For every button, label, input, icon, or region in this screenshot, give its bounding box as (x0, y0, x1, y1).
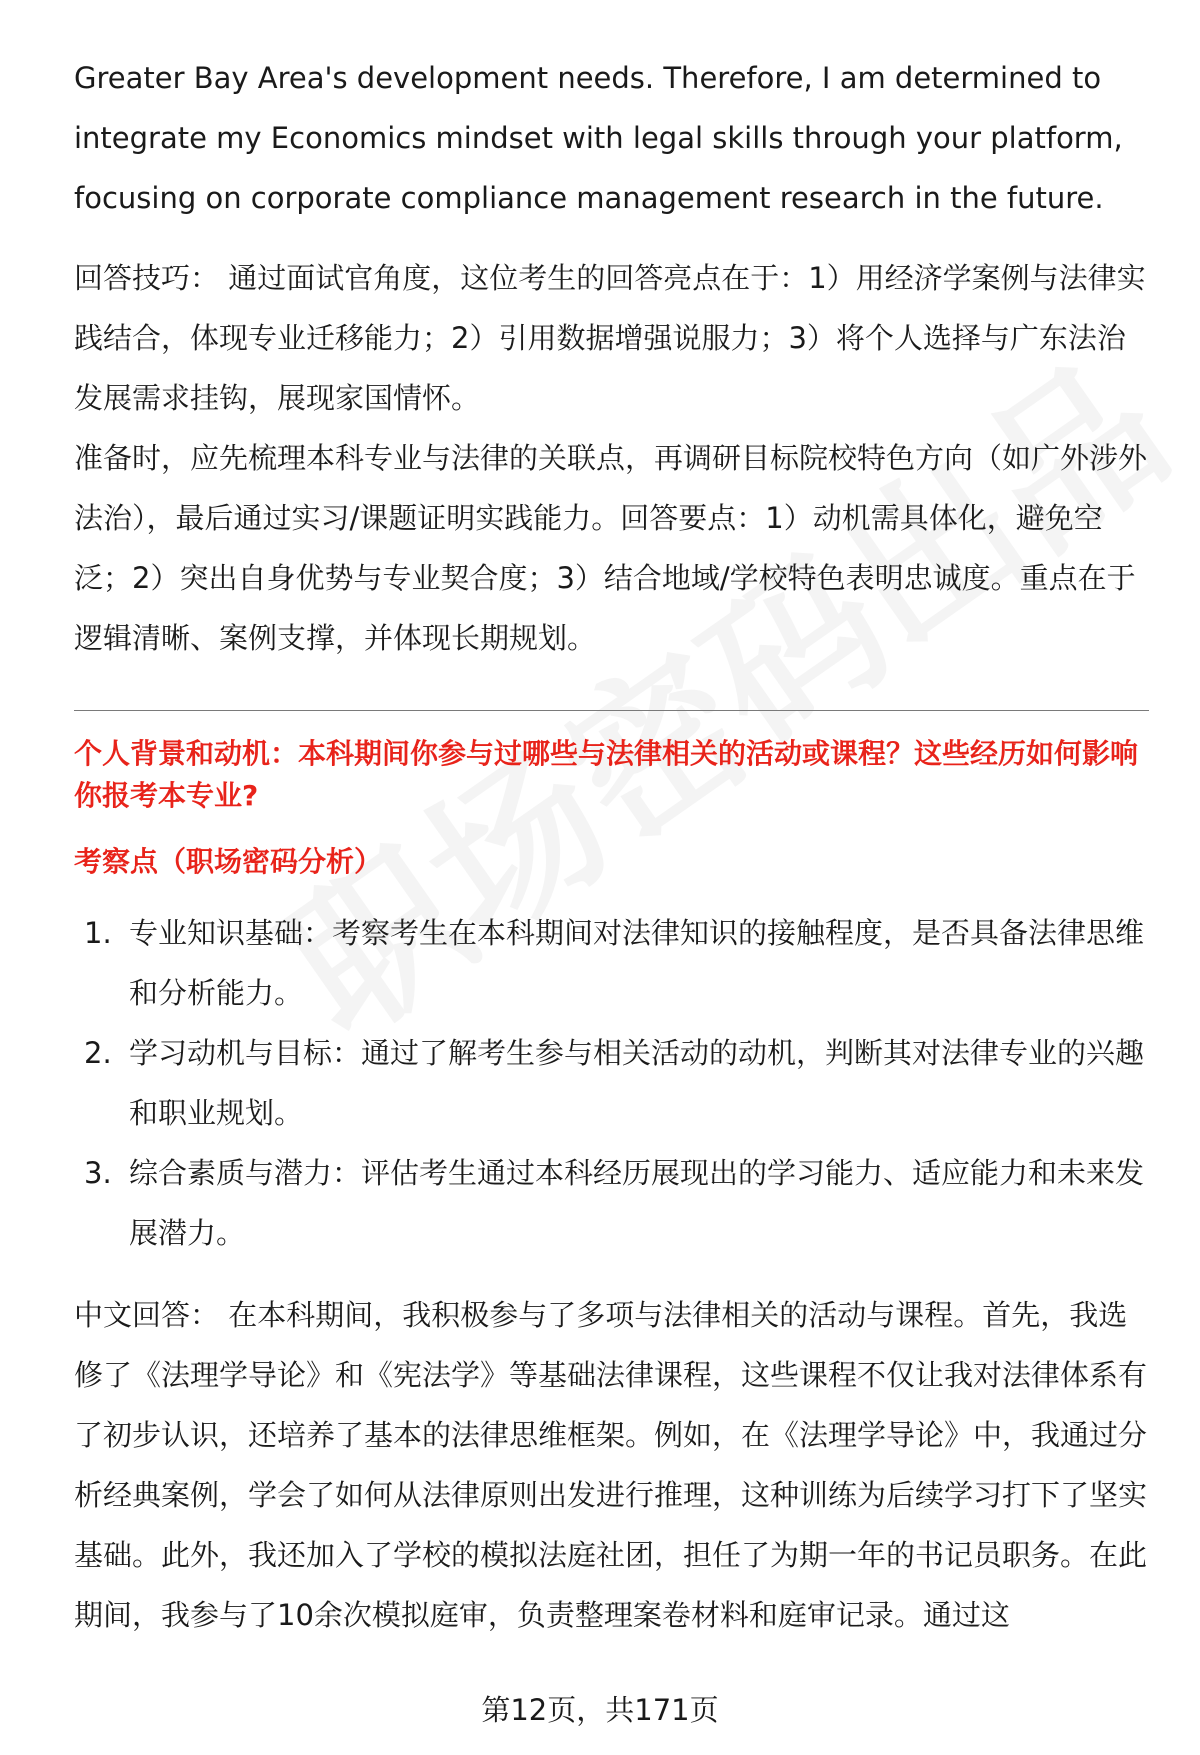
list-item-text: 学习动机与目标：通过了解考生参与相关活动的动机，判断其对法律专业的兴趣和职业规划。 (129, 1036, 1145, 1130)
prep-paragraph: 准备时，应先梳理本科专业与法律的关联点，再调研目标院校特色方向（如广外涉外法治），最后通过实习/课题证明实践能力。回答要点：1）动机需具体化，避免空泛；2）突出自身优势与专业契合度；3）结合地域/学校特色表明忠诚度。重点在于逻辑清晰、案例支撑，并体现长期规划。 (74, 441, 1148, 655)
analysis-heading: 考察点（职场密码分析） (74, 845, 383, 878)
list-item-number: 1. (84, 916, 112, 950)
list-item-text: 综合素质与潜力：评估考生通过本科经历展现出的学习能力、适应能力和未来发展潜力。 (129, 1156, 1145, 1250)
list-item (74, 903, 1149, 1023)
list-item (74, 1023, 1149, 1143)
answer-paragraph: 中文回答： 在本科期间，我积极参与了多项与法律相关的活动与课程。首先，我选修了《法理学导论》和《宪法学》等基础法律课程，这些课程不仅让我对法律体系有了初步认识，还培养了基本的法律思维框架。例如，在《法理学导论》中，我通过分析经典案例，学会了如何从法律原则出发进行推理，这种训练为后续学习打下了坚实基础。此外，我还加入了学校的模拟法庭社团，担任了为期一年的书记员职务。在此期间，我参与了10余次模拟庭审，负责整理案卷材料和庭审记录。通过这 (74, 1298, 1148, 1632)
tips-paragraph: 回答技巧： 通过面试官角度，这位考生的回答亮点在于：1）用经济学案例与法律实践结合，体现专业迁移能力；2）引用数据增强说服力；3）将个人选择与广东法治发展需求挂钩，展现家国情怀。 (74, 261, 1146, 415)
list-item-text: 专业知识基础：考察考生在本科期间对法律知识的接触程度，是否具备法律思维和分析能力。 (129, 916, 1145, 1010)
intro-paragraph: Greater Bay Area's development needs. Therefore, I am determined to integrate my Economics mindset with legal skills through your platform, focusing on corporate compliance management research in the future. (74, 61, 1123, 215)
page-number-footer: 第12页，共171页 (481, 1693, 719, 1727)
document-page (74, 48, 1149, 1645)
section-divider (74, 710, 1149, 711)
question-heading: 个人背景和动机：本科期间你参与过哪些与法律相关的活动或课程？这些经历如何影响你报考本专业? (74, 737, 1139, 812)
analysis-points-list (74, 903, 1149, 1263)
list-item-number: 3. (84, 1156, 112, 1190)
list-item-number: 2. (84, 1036, 112, 1070)
list-item (74, 1143, 1149, 1263)
